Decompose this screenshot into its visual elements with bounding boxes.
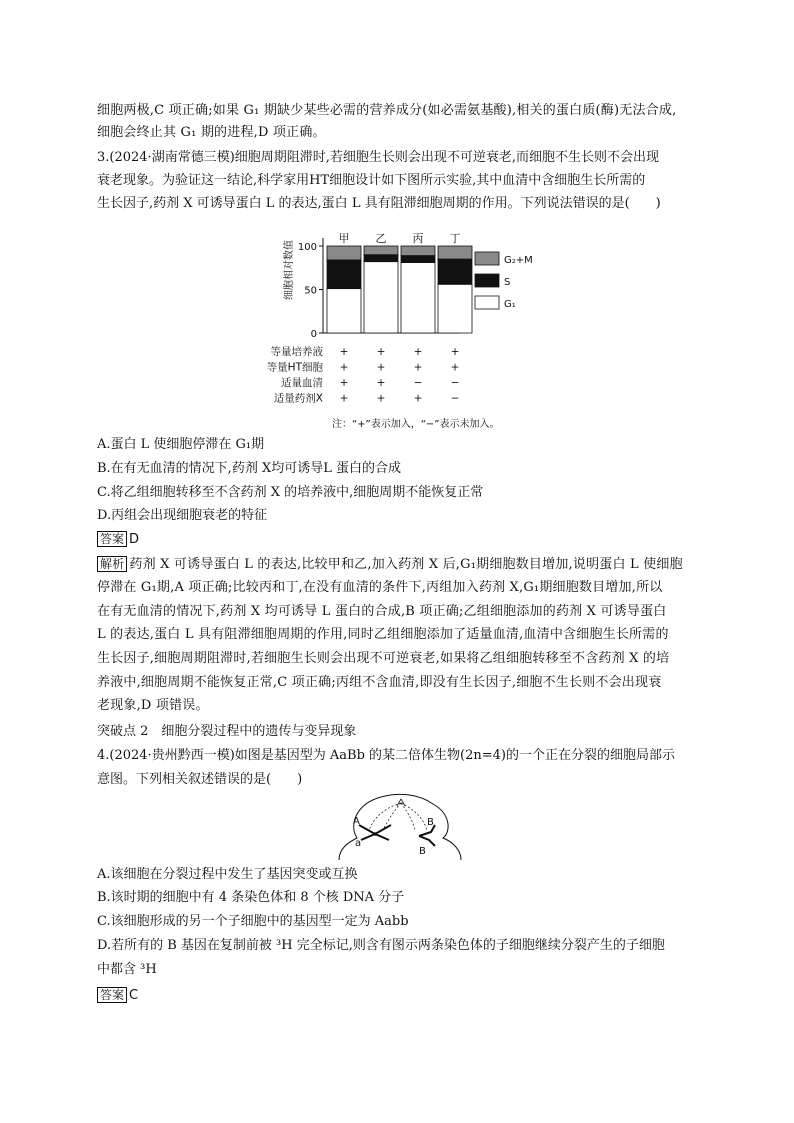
section-heading: 突破点 2 细胞分裂过程中的遗传与变异现象 xyxy=(97,724,357,739)
gene-label-a: a xyxy=(355,838,362,849)
chart-note: 注：“+”表示加入，“−”表示未加入。 xyxy=(332,419,500,430)
category-label: 乙 xyxy=(375,232,387,245)
gene-label-A: A xyxy=(353,816,360,827)
gene-label-B-top: B xyxy=(427,817,434,828)
q3-analysis-line-1: 解析 药剂 X 可诱导蛋白 L 的表达,比较甲和乙,加入药剂 X 后,G₁期细胞数目增加,说明蛋白 L 使细胞 xyxy=(97,556,683,573)
bar-segment xyxy=(327,260,361,289)
q4-answer xyxy=(97,987,138,1004)
bar-segment xyxy=(438,259,472,284)
cell-division-figure xyxy=(335,790,465,862)
condition-mark: + xyxy=(339,346,349,358)
condition-mark: + xyxy=(376,346,386,358)
category-label: 甲 xyxy=(338,232,350,245)
gene-label-B-bottom: B xyxy=(419,846,426,857)
condition-mark: − xyxy=(413,377,423,389)
q3-analysis-line-6: 养液中,细胞周期不能恢复正常,C 项正确;丙组不含血清,即没有生长因子,细胞不生长则不会出现衰 xyxy=(97,675,662,690)
condition-mark: + xyxy=(450,346,460,358)
bar-segment xyxy=(327,289,361,333)
legend-label: G₂+M xyxy=(504,255,533,266)
q4-option-d-line-1: D.若所有的 B 基因在复制前被 ³H 完全标记,则含有图示两条染色体的子细胞继续分裂产生的子细胞 xyxy=(97,938,665,953)
y-tick-label: 100 xyxy=(297,242,317,253)
bar-segment xyxy=(401,256,435,263)
q3-option-b: B.在有无血清的情况下,药剂 X均可诱导L 蛋白的合成 xyxy=(97,461,401,476)
prev-explanation-line-1: 细胞两极,C 项正确;如果 G₁ 期缺少某些必需的营养成分(如必需氨基酸),相关的蛋白质(酶)无法合成, xyxy=(97,103,677,118)
bar-segment xyxy=(364,255,398,262)
bar-segment xyxy=(364,246,398,255)
condition-mark: − xyxy=(450,377,460,389)
condition-label: 等量培养液 xyxy=(270,346,323,358)
q4-option-a: A.该细胞在分裂过程中发生了基因突变或互换 xyxy=(97,867,358,882)
condition-label: 适量药剂X xyxy=(273,392,323,405)
q3-analysis-line-5: 生长因子,细胞周期阻滞时,若细胞生长则会出现不可逆衰老,如果将乙组细胞转移至不含药剂 X 的培 xyxy=(97,651,670,666)
q3-stem-line-1: 3.(2024·湖南常德三模)细胞周期阻滞时,若细胞生长则会出现不可逆衰老,而细胞不生长则不会出现 xyxy=(97,150,660,165)
condition-mark: + xyxy=(376,392,386,405)
category-label: 丙 xyxy=(412,232,424,245)
chromosome-left xyxy=(359,825,391,840)
answer-value: D xyxy=(129,532,140,547)
y-tick-label: 0 xyxy=(310,329,317,340)
y-tick-label: 50 xyxy=(304,285,317,297)
q3-option-d: D.丙组会出现细胞衰老的特征 xyxy=(97,508,268,523)
q3-analysis-line-7: 老现象,D 项错误。 xyxy=(97,698,209,713)
answer-value: C xyxy=(129,988,139,1003)
category-label: 丁 xyxy=(449,232,461,245)
prev-explanation-line-2: 细胞会终止其 G₁ 期的进程,D 项正确。 xyxy=(97,125,326,140)
analysis-tag: 解析 xyxy=(97,556,127,572)
answer-tag: 答案 xyxy=(97,531,127,547)
condition-mark: + xyxy=(339,361,349,374)
condition-mark: − xyxy=(450,392,460,405)
spindle-fiber-left xyxy=(369,803,401,830)
q3-analysis-line-3: 在有无血清的情况下,药剂 X 均可诱导 L 蛋白的合成,B 项正确;乙组细胞添加的药剂 X 可诱导蛋白 xyxy=(97,604,667,619)
bar-segment xyxy=(401,246,435,256)
condition-mark: + xyxy=(339,392,349,405)
q3-stem-line-3: 生长因子,药剂 X 可诱导蛋白 L 的表达,蛋白 L 具有阻滞细胞周期的作用。下列说法错误的是( ) xyxy=(97,196,661,211)
q4-stem-line-1: 4.(2024·贵州黔西一模)如图是基因型为 AaBb 的某二倍体生物(2n=4)的一个正在分裂的细胞局部示 xyxy=(97,748,675,763)
y-axis-label: 细胞相对数值 xyxy=(284,240,295,300)
bar-segment xyxy=(438,284,472,333)
condition-mark: + xyxy=(376,361,386,374)
answer-tag: 答案 xyxy=(97,987,127,1003)
bar-segment xyxy=(438,246,472,259)
spindle-fiber-left-2 xyxy=(383,803,401,830)
condition-mark: + xyxy=(413,361,423,374)
q3-stem-line-2: 衰老现象。为验证这一结论,科学家用HT细胞设计如下图所示实验,其中血清中含细胞生长所需的 xyxy=(97,173,646,188)
chromosome-right xyxy=(419,825,435,846)
legend-swatch xyxy=(475,274,499,287)
bar-segment xyxy=(401,263,435,333)
spindle-pole xyxy=(397,799,405,806)
q3-option-a: A.蛋白 L 使细胞停滞在 G₁期 xyxy=(97,437,265,452)
bar-segment xyxy=(364,262,398,333)
legend-label: S xyxy=(504,277,511,288)
q3-option-c: C.将乙组细胞转移至不含药剂 X 的培养液中,细胞周期不能恢复正常 xyxy=(97,485,484,500)
legend-swatch xyxy=(475,252,499,265)
condition-label: 适量血清 xyxy=(281,377,323,389)
q3-chart xyxy=(240,212,570,432)
condition-mark: + xyxy=(376,377,386,389)
spindle-fiber-right xyxy=(401,803,427,830)
q3-analysis-line-4: L 的表达,蛋白 L 具有阻滞细胞周期的作用,同时乙组细胞添加了适量血清,血清中含细胞生长所需的 xyxy=(97,627,669,642)
condition-mark: + xyxy=(413,392,423,405)
condition-mark: + xyxy=(413,346,423,358)
q3-answer xyxy=(97,531,139,548)
q4-stem-line-2: 意图。下列相关叙述错误的是( ) xyxy=(97,772,303,787)
condition-label: 等量HT细胞 xyxy=(266,361,323,374)
bar-segment xyxy=(327,246,361,260)
q4-option-c: C.该细胞形成的另一个子细胞中的基因型一定为 Aabb xyxy=(97,914,409,929)
q3-analysis-line-2: 停滞在 G₁期,A 项正确;比较丙和丁,在没有血清的条件下,丙组加入药剂 X,G₁期细胞数目增加,所以 xyxy=(97,580,663,595)
spindle-fiber-right-2 xyxy=(401,803,415,830)
condition-mark: + xyxy=(339,377,349,389)
legend-label: G₁ xyxy=(504,299,516,310)
legend-swatch xyxy=(475,296,499,309)
q4-option-b: B.该时期的细胞中有 4 条染色体和 8 个核 DNA 分子 xyxy=(97,890,405,905)
condition-mark: + xyxy=(450,361,460,374)
q4-option-d-line-2: 中都含 ³H xyxy=(97,962,157,977)
